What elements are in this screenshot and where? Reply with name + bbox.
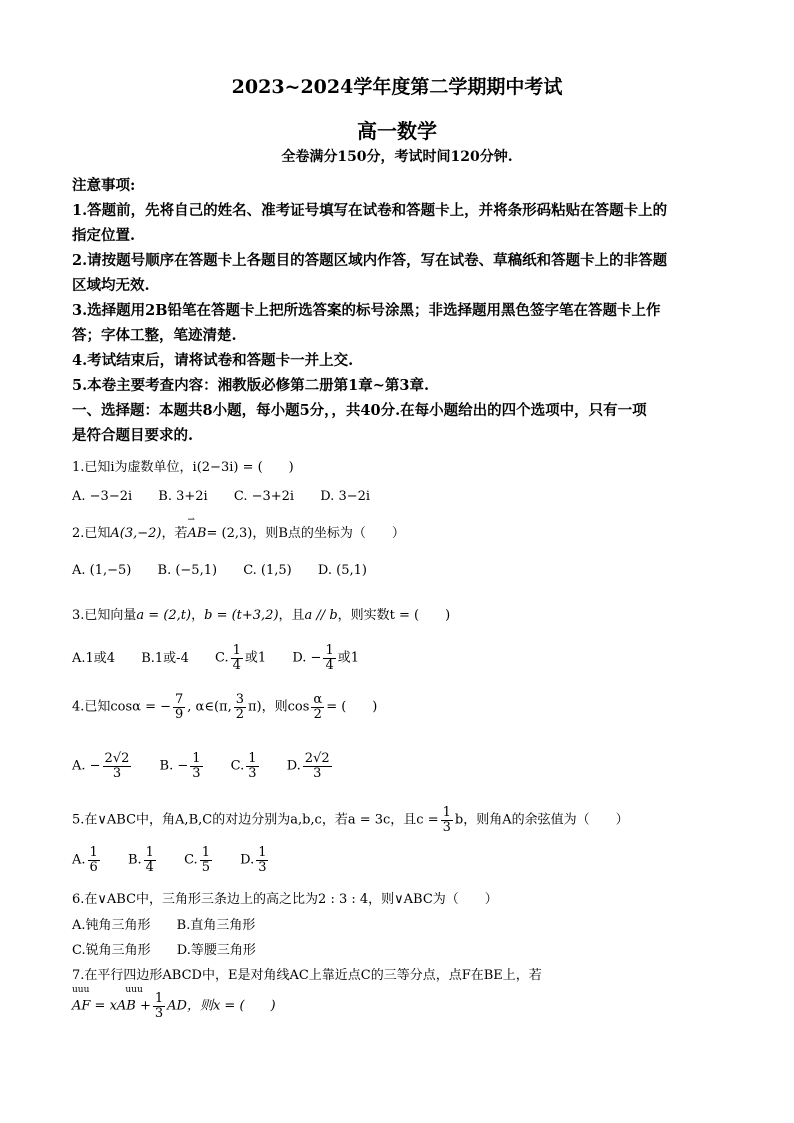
q1-option-c: C. −3+2i xyxy=(233,489,295,504)
question-6-options-row-1 xyxy=(72,914,277,933)
note-1-line-2: 指定位置. xyxy=(72,227,136,244)
q2-text-a: 2.已知 xyxy=(72,526,111,541)
q4-option-a: A. − $\frac{2√2}{3}$ xyxy=(72,751,130,781)
note-2-line-1: 2.请按题号顺序在答题卡上各题目的答题区域内作答，写在试卷、草稿纸和答题卡上的非答题 xyxy=(72,252,668,269)
q2-text-c: ，则B点的坐标为（ ） xyxy=(252,526,405,541)
q3-option-a: A.1或4 xyxy=(72,650,116,666)
notes-heading: 注意事项: xyxy=(72,177,136,194)
q1-option-b: B. 3+2i xyxy=(158,489,208,504)
q2-option-d: D. (5,1) xyxy=(317,563,367,578)
q1-option-d: D. 3−2i xyxy=(320,489,371,504)
q4-option-d: D. $\frac{2√2}{3}$ xyxy=(286,751,330,781)
q3-text-c: ，则实数t = ( ) xyxy=(337,608,451,623)
subject-title: 高一数学 xyxy=(357,119,437,143)
note-2-line-2: 区域均无效. xyxy=(72,277,150,294)
q3-vector-b: b = (t+3,2) xyxy=(204,608,279,623)
exam-info: 全卷满分150分，考试时间120分钟. xyxy=(281,149,513,165)
q3-option-d: D. − $\frac{1}{4}$ 或1 xyxy=(292,643,359,673)
q2-vector-ab: ⇀ AB xyxy=(188,526,207,541)
q5-option-b: B. $\frac{1}{4}$ xyxy=(127,845,154,875)
q3-parallel: a // b xyxy=(304,608,338,623)
question-2-stem xyxy=(72,522,405,541)
question-5-options xyxy=(72,846,292,874)
q1-option-a: A. −3−2i xyxy=(72,489,133,504)
section-1-line-1: 一、选择题：本题共8小题，每小题5分，，共40分.在每小题给出的四个选项中，只有一项 xyxy=(72,402,647,419)
q6-option-d: D.等腰三角形 xyxy=(176,943,256,958)
q2-option-c: C. (1,5) xyxy=(243,563,292,578)
question-6-stem: 6.在∨ABC中，三角形三条边上的高之比为2 : 3 : 4，则∨ABC为（ ） xyxy=(72,892,498,907)
question-1-options xyxy=(72,489,392,504)
q3-text-a: 3.已知向量 xyxy=(72,608,137,623)
q3-vector-a: a = (2,t) xyxy=(136,608,192,623)
question-4-options xyxy=(72,752,356,780)
note-3-line-1: 3.选择题用2B铅笔在答题卡上把所选答案的标号涂黑；非选择题用黑色签字笔在答题卡上作 xyxy=(72,302,661,319)
q4-option-c: C. $\frac{1}{3}$ xyxy=(230,751,257,781)
q5-option-c: C. $\frac{1}{5}$ xyxy=(184,845,210,875)
question-2-options xyxy=(72,563,389,578)
note-4: 4.考试结束后，请将试卷和答题卡一并上交. xyxy=(72,352,354,369)
question-7-vector-marks: uuu uuu xyxy=(72,985,143,995)
q3-option-c: C. $\frac{1}{4}$ 或1 xyxy=(214,643,267,673)
exam-title: 2023~2024学年度第二学期期中考试 xyxy=(231,76,563,98)
q2-vector-value: = (2,3) xyxy=(206,526,253,541)
note-5: 5.本卷主要考查内容：湘教版必修第二册第1章~第3章. xyxy=(72,377,430,394)
q2-point-a: A(3,−2) xyxy=(110,526,162,541)
q6-option-b: B.直角三角形 xyxy=(176,918,256,933)
question-6-options-row-2 xyxy=(72,939,278,958)
question-1-stem: 1.已知i为虚数单位，i(2−3i) = ( ) xyxy=(72,460,294,475)
q3-sep: ， xyxy=(191,608,205,623)
q2-option-a: A. (1,−5) xyxy=(72,563,132,578)
q5-option-a: A. $\frac{1}{6}$ xyxy=(72,845,98,875)
q6-option-a: A.钝角三角形 xyxy=(72,918,151,933)
note-1-line-1: 1.答题前，先将自己的姓名、准考证号填写在试卷和答题卡上，并将条形码粘贴在答题卡上的 xyxy=(72,202,668,219)
q2-text-b: ，若 xyxy=(161,526,188,541)
question-3-options xyxy=(72,644,381,672)
q3-option-b: B.1或-4 xyxy=(141,650,189,666)
q4-option-b: B. − $\frac{1}{3}$ xyxy=(159,751,201,781)
question-3-stem xyxy=(72,604,450,623)
q3-text-b: ，且 xyxy=(278,608,305,623)
q6-option-c: C.锐角三角形 xyxy=(72,943,151,958)
question-4-stem: 4.已知cosα = − $\frac{7}{9}$ , α∈(π, $\frac{3}{2}$ π)，则cos $\frac{\alpha}{2}$ = ( ) xyxy=(72,692,378,722)
question-7-expression: AF = xAB + $\frac{1}{3}$ AD，则x = ( ) xyxy=(72,991,276,1021)
q5-option-d: D. $\frac{1}{3}$ xyxy=(240,845,267,875)
question-7-stem: 7.在平行四边形ABCD中，E是对角线AC上靠近点C的三等分点，点F在BE上，若 xyxy=(72,968,542,983)
q2-option-b: B. (−5,1) xyxy=(157,563,218,578)
section-1-line-2: 是符合题目要求的. xyxy=(72,427,194,444)
note-3-line-2: 答；字体工整，笔迹清楚. xyxy=(72,327,237,344)
question-5-stem: 5.在∨ABC中，角A,B,C的对边分别为a,b,c，若a = 3c，且c = $\frac{1}{3}$ b，则角A的余弦值为（ ） xyxy=(72,805,629,835)
